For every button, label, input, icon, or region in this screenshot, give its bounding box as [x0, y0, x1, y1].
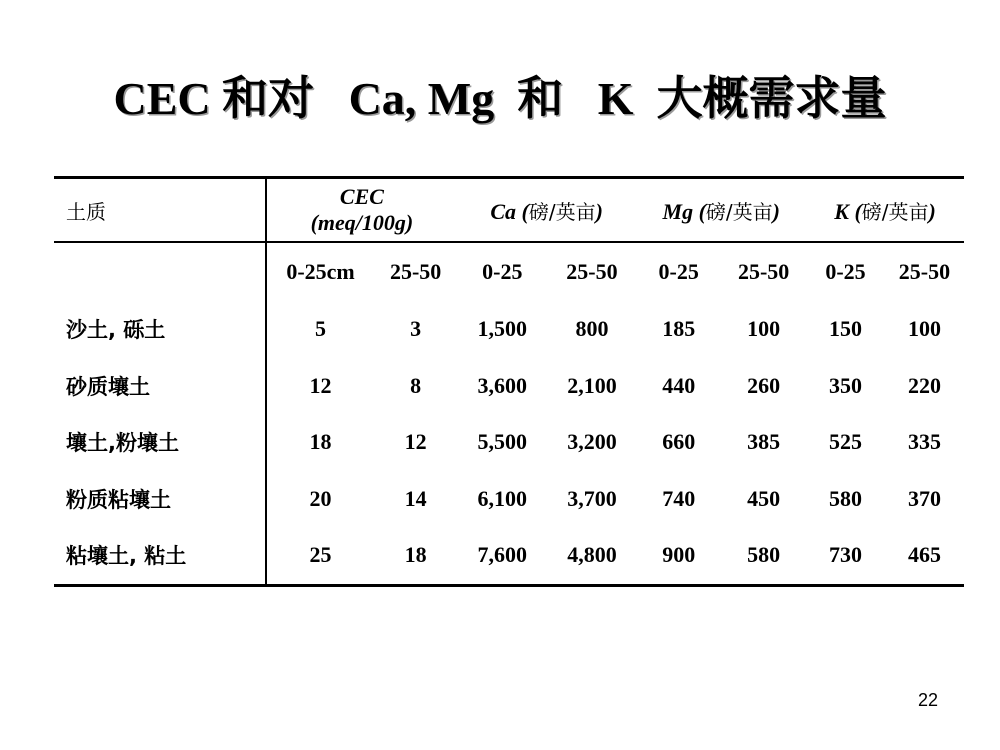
value-cell: 18	[374, 527, 457, 585]
value-cell: 25	[266, 527, 374, 585]
depth-label: 25-50	[898, 259, 951, 284]
depth-label: 25-50	[566, 259, 618, 284]
value-cell: 440	[662, 372, 696, 398]
header-ca-symbol: Ca (	[490, 198, 529, 224]
soil-type-cell: 沙土, 砾土	[54, 301, 266, 358]
header-soil: 土质	[54, 178, 266, 243]
value-cell: 3	[410, 316, 422, 342]
header-mg-symbol: Mg (	[662, 198, 706, 224]
value-cell: 150	[829, 316, 863, 342]
value-cell: 5	[315, 316, 327, 342]
value-cell: 5,500	[477, 429, 528, 455]
subheader-empty-cell	[54, 242, 266, 301]
table-header-row	[54, 178, 964, 243]
value-cell: 3,200	[567, 429, 617, 455]
table-row	[54, 301, 964, 358]
value-cell: 800	[575, 316, 609, 342]
value-cell: 450	[747, 485, 781, 511]
value-cell: 3,700	[567, 485, 617, 511]
value-cell: 660	[662, 429, 696, 455]
depth-label: 0-25	[825, 259, 866, 284]
page-number: 22	[917, 690, 938, 710]
header-ca-close: )	[595, 198, 603, 224]
value-cell: 7,600	[457, 527, 548, 585]
value-cell: 12	[404, 429, 427, 455]
header-mg-close: )	[772, 198, 780, 224]
value-cell: 260	[747, 372, 781, 398]
value-cell: 2,100	[567, 372, 617, 398]
header-mg-unit: 磅/英亩	[705, 199, 773, 224]
value-cell: 370	[907, 485, 941, 511]
depth-label: 0-25cm	[286, 259, 355, 284]
value-cell: 220	[907, 372, 941, 398]
header-k	[806, 178, 964, 243]
value-cell: 730	[806, 527, 885, 585]
soil-type-cell: 粉质粘壤土	[54, 471, 266, 528]
depth-label: 25-50	[389, 259, 442, 284]
value-cell: 3,600	[477, 372, 528, 398]
depth-label: 0-25	[658, 259, 699, 284]
soil-type-cell: 粘壤土, 粘土	[54, 527, 266, 585]
depth-label: 25-50	[737, 259, 790, 284]
header-ca	[457, 178, 636, 243]
value-cell: 12	[309, 372, 332, 398]
table-row	[54, 471, 964, 528]
table-row	[54, 358, 964, 415]
value-cell: 4,800	[548, 527, 637, 585]
value-cell: 14	[404, 485, 427, 511]
header-cec	[266, 178, 457, 243]
value-cell: 100	[907, 316, 941, 342]
value-cell: 6,100	[477, 485, 528, 511]
value-cell: 20	[309, 485, 332, 511]
value-cell: 465	[885, 527, 964, 585]
value-cell: 580	[721, 527, 806, 585]
value-cell: 18	[309, 429, 332, 455]
value-cell: 580	[829, 485, 863, 511]
depth-label: 0-25	[482, 259, 523, 284]
nutrient-requirement-table	[54, 176, 964, 587]
header-mg	[636, 178, 806, 243]
header-cec-line2: (meq/100g)	[310, 210, 414, 235]
value-cell: 185	[662, 316, 696, 342]
table-row	[54, 527, 964, 585]
header-cec-line1: CEC	[339, 184, 384, 209]
value-cell: 525	[829, 429, 863, 455]
soil-type-cell: 砂质壤土	[54, 358, 266, 415]
table-row	[54, 414, 964, 471]
value-cell: 740	[662, 485, 696, 511]
value-cell: 335	[907, 429, 941, 455]
value-cell: 350	[829, 372, 863, 398]
soil-type-cell: 壤土,粉壤土	[54, 414, 266, 471]
value-cell: 100	[747, 316, 781, 342]
slide-title: CEC 和对 Ca, Mg 和 K 大概需求量	[113, 73, 887, 124]
value-cell: 8	[410, 372, 422, 398]
value-cell: 385	[747, 429, 781, 455]
header-k-unit: 磅/英亩	[861, 199, 929, 224]
value-cell: 900	[636, 527, 721, 585]
header-ca-unit: 磅/英亩	[528, 199, 596, 224]
header-k-symbol: K (	[834, 198, 862, 224]
value-cell: 1,500	[477, 316, 528, 342]
depth-subheader-row	[54, 242, 964, 301]
header-k-close: )	[928, 198, 936, 224]
